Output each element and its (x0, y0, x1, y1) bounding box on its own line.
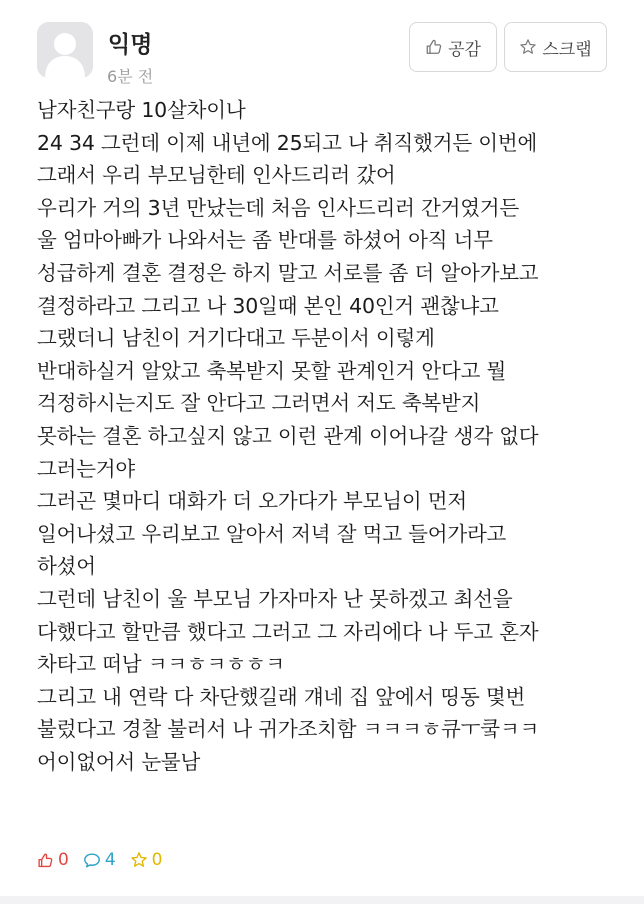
post-line: 결정하라고 그리고 나 30일때 본인 40인거 괜찮냐고 (37, 293, 499, 318)
section-divider (0, 896, 644, 904)
post-line: 그리고 내 연락 다 차단했길래 걔네 집 앞에서 띵동 몇번 (37, 684, 526, 709)
post-line: 그런데 남친이 울 부모님 가자마자 난 못하겠고 최선을 (37, 586, 513, 611)
like-button[interactable] (409, 22, 497, 72)
post-line: 불렀다고 경찰 불러서 나 귀가조치함 ㅋㅋㅋㅎ큐ㅜ쿸ㅋㅋ (37, 717, 540, 742)
post-body (37, 94, 637, 778)
post-line: 우리가 거의 3년 만났는데 처음 인사드리러 간거였거든 (37, 195, 520, 220)
scrap-button-label: 스크랩 (542, 39, 592, 60)
post-line: 성급하게 결혼 결정은 하지 말고 서로를 좀 더 알아가보고 (37, 260, 539, 285)
post-line: 차타고 떠남 ㅋㅋㅎㅋㅎㅎㅋ (37, 652, 285, 677)
thumbs-up-icon (37, 852, 54, 869)
thumbs-up-icon (425, 38, 443, 56)
post-line: 그래서 우리 부모님한테 인사드리러 갔어 (37, 163, 396, 188)
speech-bubble-icon (83, 852, 101, 869)
comment-count-value: 4 (104, 850, 116, 870)
default-user-icon (37, 22, 93, 78)
post-time: 6분 전 (107, 67, 154, 86)
post-line: 다했다고 할만큼 했다고 그러고 그 자리에다 나 두고 혼자 (37, 619, 539, 644)
post-line: 남자친구랑 10살차이나 (37, 98, 246, 122)
post-line: 하셨어 (37, 554, 96, 579)
comment-count[interactable] (83, 850, 116, 870)
star-icon (519, 38, 537, 56)
star-icon (130, 851, 148, 869)
like-button-label: 공감 (448, 39, 481, 60)
post-line: 울 엄마아빠가 나와서는 좀 반대를 하셨어 아직 너무 (37, 228, 493, 253)
post-line: 그러는거야 (37, 456, 136, 481)
avatar[interactable] (37, 22, 93, 78)
post-line: 그러곤 몇마디 대화가 더 오가다가 부모님이 먼저 (37, 489, 467, 514)
post-line: 걱정하시는지도 잘 안다고 그러면서 저도 축복받지 (37, 391, 481, 416)
post-header (0, 0, 644, 92)
post-line: 일어나셨고 우리보고 알아서 저녁 잘 먹고 들어가라고 (37, 521, 507, 546)
post-line: 반대하실거 알았고 축복받지 못할 관계인거 안다고 뭘 (37, 358, 507, 383)
post-stats (37, 850, 162, 870)
like-count-value: 0 (58, 850, 69, 870)
scrap-count-value: 0 (151, 850, 163, 870)
author-name[interactable]: 익명 (108, 32, 153, 58)
post-line: 어이없어서 눈물남 (37, 749, 201, 774)
post-line: 24 34 그런데 이제 내년에 25되고 나 취직했거든 이번에 (37, 130, 538, 155)
like-count[interactable] (37, 850, 69, 870)
post-line: 못하는 결혼 하고싶지 않고 이런 관계 이어나갈 생각 없다 (37, 423, 539, 448)
post-line: 그랬더니 남친이 거기다대고 두분이서 이렇게 (37, 326, 435, 351)
scrap-button[interactable] (504, 22, 607, 72)
scrap-count[interactable] (130, 850, 163, 870)
